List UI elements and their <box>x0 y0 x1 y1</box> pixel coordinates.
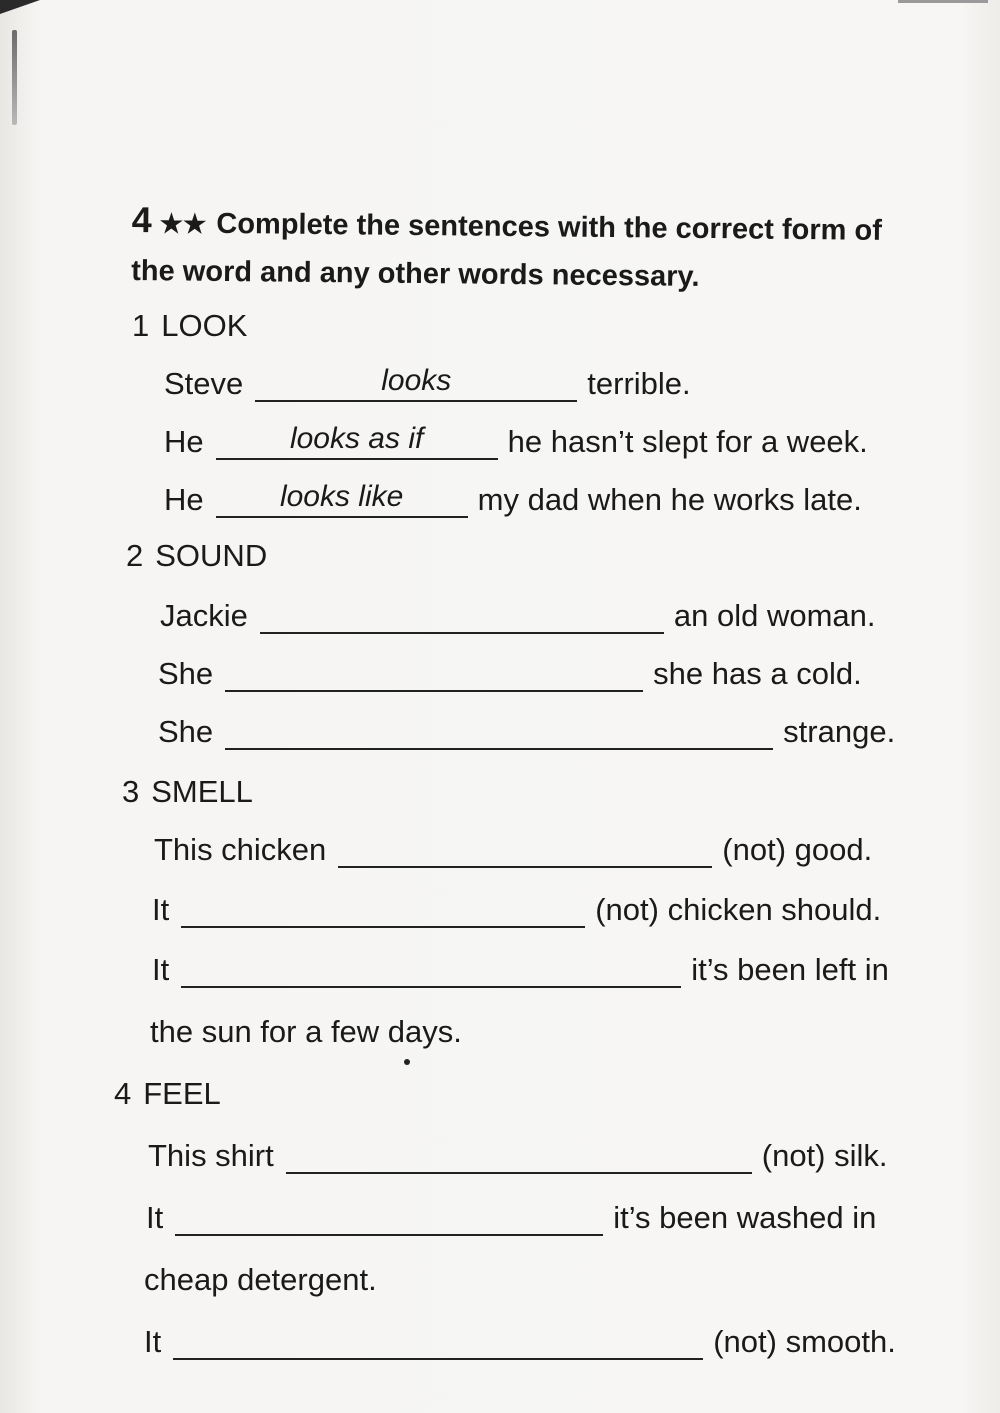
answer-text: looks like <box>279 480 404 513</box>
sentence-1-2 <box>164 424 868 460</box>
group-word: FEEL <box>143 1076 221 1111</box>
answer-blank[interactable] <box>175 1200 603 1236</box>
sentence-after: terrible. <box>587 366 691 401</box>
corner-mark <box>0 0 40 14</box>
sentence-after: (not) silk. <box>761 1138 888 1173</box>
sentence-before: Steve <box>164 366 244 401</box>
sentence-before: She <box>158 714 214 749</box>
sentence-2-3 <box>158 714 895 750</box>
answer-blank[interactable] <box>286 1138 752 1174</box>
answer-blank[interactable] <box>255 366 577 402</box>
answer-blank[interactable] <box>173 1324 703 1360</box>
sentence-3-3-continuation: the sun for a few days. <box>150 1014 462 1049</box>
top-edge-line <box>898 0 988 3</box>
group-title-sound <box>126 538 267 574</box>
answer-blank[interactable] <box>216 482 468 518</box>
sentence-after: he hasn’t slept for a week. <box>507 424 868 459</box>
exercise-header <box>131 196 932 303</box>
sentence-2-1 <box>160 598 876 634</box>
sentence-before: It <box>146 1200 164 1235</box>
group-title-smell <box>122 774 253 810</box>
answer-blank[interactable] <box>181 952 681 988</box>
sentence-before: This chicken <box>154 832 327 867</box>
answer-blank[interactable] <box>260 598 664 634</box>
sentence-3-1 <box>154 832 872 868</box>
sentence-2-2 <box>158 656 862 692</box>
sentence-3-3 <box>152 952 889 988</box>
group-number: 2 <box>126 538 144 573</box>
sentence-3-2 <box>152 892 881 928</box>
sentence-before: It <box>152 952 170 987</box>
group-word: LOOK <box>161 308 248 343</box>
sentence-1-3 <box>164 482 862 518</box>
sentence-1-1 <box>164 366 691 402</box>
sentence-4-1 <box>148 1138 888 1174</box>
group-title-feel <box>114 1076 221 1112</box>
group-title-look <box>132 308 247 344</box>
sentence-4-2-continuation: cheap detergent. <box>144 1262 377 1297</box>
sentence-before: He <box>164 424 204 459</box>
sentence-after: it’s been washed in <box>613 1200 877 1235</box>
difficulty-stars: ★★ <box>159 208 207 239</box>
page-edge-mark <box>12 30 17 125</box>
sentence-after: (not) smooth. <box>713 1324 896 1359</box>
group-number: 3 <box>122 774 140 809</box>
answer-blank[interactable] <box>225 656 643 692</box>
answer-blank[interactable] <box>338 832 712 868</box>
sentence-before: He <box>164 482 204 517</box>
exercise-instruction: Complete the sentences with the correct form of the word and any other words necessary. <box>131 207 883 293</box>
sentence-before: Jackie <box>160 598 248 633</box>
answer-blank[interactable] <box>181 892 585 928</box>
sentence-after: an old woman. <box>673 598 876 633</box>
sentence-4-2 <box>146 1200 876 1236</box>
answer-blank[interactable] <box>216 424 498 460</box>
sentence-before: She <box>158 656 214 691</box>
sentence-after: (not) chicken should. <box>595 892 882 927</box>
stray-dot-mark <box>404 1059 410 1065</box>
sentence-after: strange. <box>783 714 896 749</box>
sentence-before: It <box>144 1324 162 1359</box>
group-word: SMELL <box>151 774 253 809</box>
sentence-after: (not) good. <box>722 832 873 867</box>
group-word: SOUND <box>155 538 268 573</box>
answer-text: looks <box>381 364 452 397</box>
sentence-before: It <box>152 892 170 927</box>
sentence-after: it’s been left in <box>691 952 889 987</box>
sentence-4-3 <box>144 1324 896 1360</box>
exercise-number: 4 <box>131 198 152 241</box>
answer-text: looks as if <box>289 422 424 455</box>
sentence-after: she has a cold. <box>653 656 862 691</box>
sentence-after: my dad when he works late. <box>477 482 862 517</box>
group-number: 1 <box>132 308 150 343</box>
group-number: 4 <box>114 1076 132 1111</box>
answer-blank[interactable] <box>225 714 773 750</box>
sentence-before: This shirt <box>148 1138 274 1173</box>
